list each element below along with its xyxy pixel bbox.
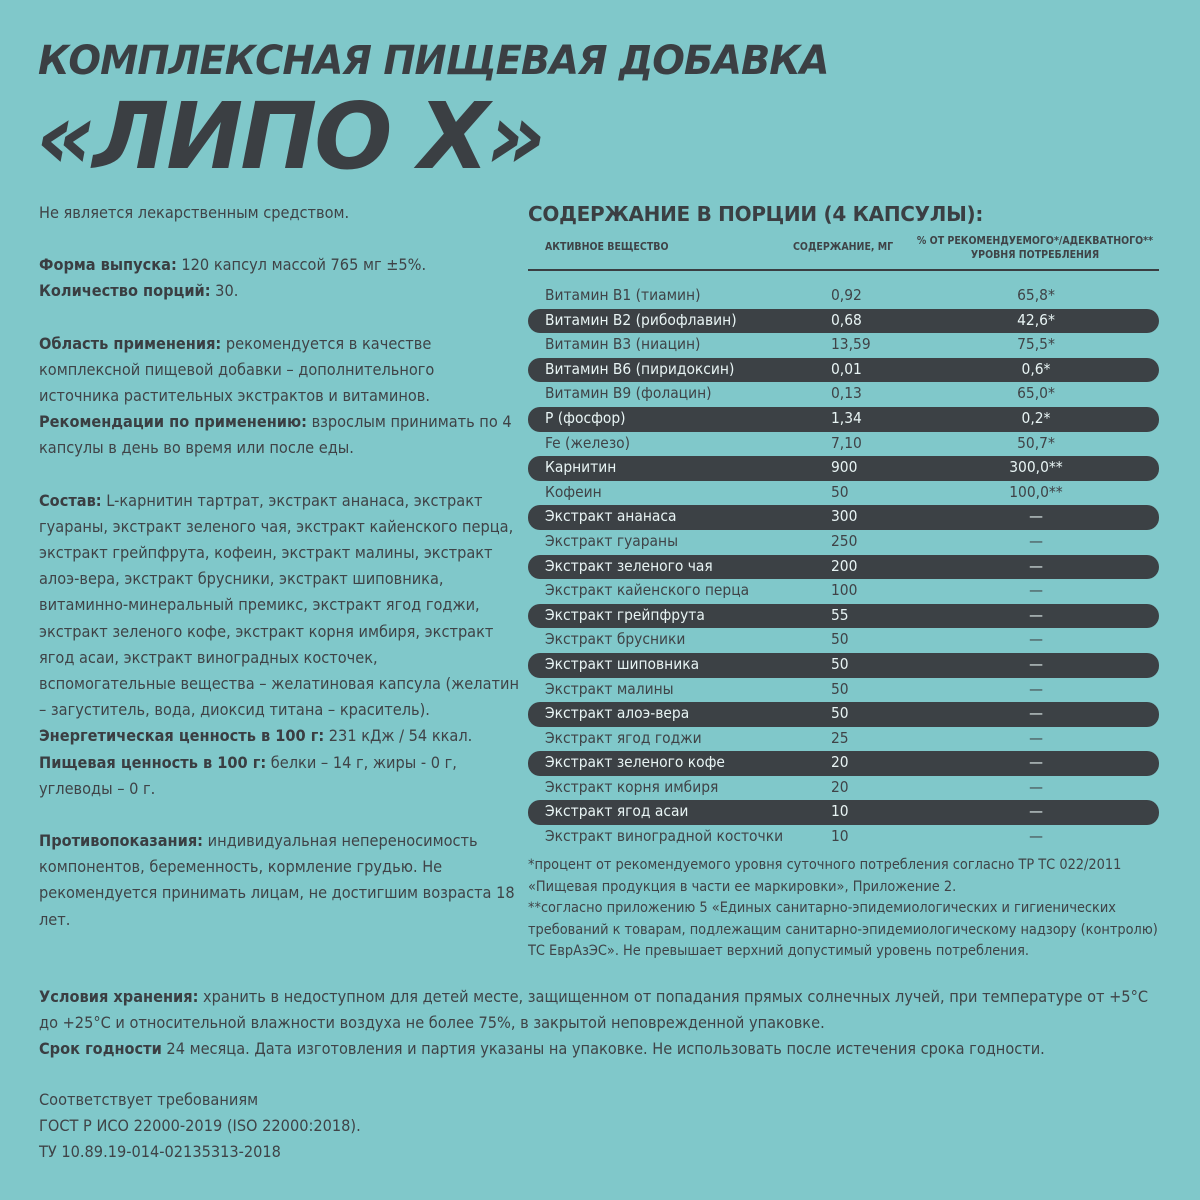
product-name-title: «ЛИПО Х» xyxy=(36,83,544,190)
portions-count xyxy=(39,278,519,304)
substance-name: P (фосфор) xyxy=(545,408,626,427)
footnote-double-star: **согласно приложению 5 «Единых санитарно-эпидемиологических и гигиенических требований к товарам, подлежащим санитарно-эпидемиологическому надзору (контролю) ТС ЕврАзЭС». Не превышает верхний допустимый уровень потребления. xyxy=(528,900,1158,959)
compliance-line-3: ТУ 10.89.19-014-02135313-2018 xyxy=(39,1142,281,1162)
substance-name: Экстракт алоэ-вера xyxy=(545,704,690,723)
substance-percent: 0,6* xyxy=(1021,359,1051,378)
shelf-life-value: 24 месяца. Дата изготовления и партия указаны на упаковке. Не использовать после истечения срока годности. xyxy=(161,1039,1045,1059)
compliance-line-2: ГОСТ Р ИСО 22000-2019 (ISO 22000:2018). xyxy=(39,1116,361,1136)
table-row xyxy=(528,309,1159,334)
contraindications-value: индивидуальная непереносимость компонентов, беременность, кормление грудью. Не рекомендуется принимать лицам, не достигшим возраста 18 лет. xyxy=(39,831,515,929)
column-header-amount: СОДЕРЖАНИЕ, МГ xyxy=(793,241,894,253)
substance-percent: — xyxy=(1029,827,1043,846)
storage-label: Условия хранения: xyxy=(39,987,199,1006)
substance-amount: 55 xyxy=(831,605,849,624)
compliance-line-1: Соответствует требованиям xyxy=(39,1090,259,1109)
table-row xyxy=(528,702,1159,727)
composition xyxy=(39,488,519,724)
substance-amount: 300 xyxy=(831,507,858,526)
substance-percent: — xyxy=(1029,728,1043,747)
substance-percent: — xyxy=(1029,753,1043,772)
table-row xyxy=(528,628,1159,653)
table-row xyxy=(528,432,1159,457)
release-form-value: 120 капсул массой 765 мг ±5%. xyxy=(176,255,427,275)
recommendations xyxy=(39,409,519,461)
substance-name: Экстракт гуараны xyxy=(545,531,679,550)
table-row xyxy=(528,800,1159,825)
substance-name: Экстракт брусники xyxy=(545,630,686,649)
substance-amount: 50 xyxy=(831,630,849,649)
table-footnotes xyxy=(528,855,1168,963)
substance-name: Витамин В6 (пиридоксин) xyxy=(545,359,735,378)
nutrition-value-text: белки – 14 г, жиры - 0 г, углеводы – 0 г. xyxy=(39,752,457,798)
substance-percent: — xyxy=(1029,581,1043,600)
substance-amount: 100 xyxy=(831,581,858,600)
composition-label: Состав: xyxy=(39,490,102,510)
substance-percent: — xyxy=(1029,556,1043,575)
substance-percent: — xyxy=(1029,704,1043,723)
nutrition-label: Пищевая ценность в 100 г: xyxy=(39,752,267,772)
substance-amount: 10 xyxy=(831,802,849,821)
substance-name: Экстракт зеленого чая xyxy=(545,556,713,575)
contraindications xyxy=(39,828,519,933)
substance-name: Витамин В1 (тиамин) xyxy=(545,286,701,304)
substance-amount: 50 xyxy=(831,654,849,673)
substance-name: Кофеин xyxy=(545,482,602,501)
substance-name: Витамин В3 (ниацин) xyxy=(545,335,701,354)
substance-amount: 50 xyxy=(831,482,849,501)
table-title: СОДЕРЖАНИЕ В ПОРЦИИ (4 КАПСУЛЫ): xyxy=(528,202,984,226)
table-row xyxy=(528,751,1159,776)
substance-amount: 0,68 xyxy=(831,310,862,329)
substance-percent: 42,6* xyxy=(1017,310,1055,329)
column-header-substance: АКТИВНОЕ ВЕЩЕСТВО xyxy=(545,241,669,253)
product-info xyxy=(39,200,519,933)
nutrient-table xyxy=(528,284,1159,850)
substance-name: Fe (железо) xyxy=(545,433,631,452)
substance-name: Экстракт виноградной косточки xyxy=(545,827,784,846)
substance-percent: — xyxy=(1029,802,1043,821)
table-row xyxy=(528,678,1159,703)
substance-amount: 20 xyxy=(831,777,849,796)
substance-percent: 50,7* xyxy=(1017,433,1055,452)
substance-percent: — xyxy=(1029,679,1043,698)
table-header-divider xyxy=(528,269,1159,271)
substance-name: Карнитин xyxy=(545,458,617,477)
table-row xyxy=(528,407,1159,432)
table-row xyxy=(528,481,1159,506)
substance-percent: 75,5* xyxy=(1017,335,1055,354)
composition-value: L-карнитин тартрат, экстракт ананаса, экстракт гуараны, экстракт зеленого чая, экстракт кайенского перца, экстракт грейпфрута, кофеин, экстракт малины, экстракт алоэ-вера, экстракт брусники, экстракт шиповника, витаминно-минеральный премикс, экстракт ягод годжи, экстракт зеленого кофе, экстракт корня имбиря, экстракт ягод асаи, экстракт виноградных косточек, вспомогательные вещества – желатиновая капсула (желатин – загуститель, вода, диоксид титана – краситель). xyxy=(39,490,519,720)
substance-percent: — xyxy=(1029,777,1043,796)
substance-percent: 0,2* xyxy=(1021,408,1051,427)
substance-name: Экстракт корня имбиря xyxy=(545,777,719,796)
usage-area-label: Область применения: xyxy=(39,333,222,353)
table-row xyxy=(528,358,1159,383)
substance-amount: 13,59 xyxy=(831,335,871,354)
storage-info xyxy=(39,984,1169,1063)
substance-name: Экстракт грейпфрута xyxy=(545,605,705,624)
recommendations-label: Рекомендации по применению: xyxy=(39,412,307,432)
energy-label: Энергетическая ценность в 100 г: xyxy=(39,726,325,746)
substance-amount: 25 xyxy=(831,728,849,747)
product-category-title: КОМПЛЕКСНАЯ ПИЩЕВАЯ ДОБАВКА xyxy=(38,38,829,84)
substance-amount: 0,92 xyxy=(831,286,862,304)
footnote-single-star: *процент от рекомендуемого уровня суточного потребления согласно ТР ТС 022/2011 «Пищевая продукция в части ее маркировки», Приложение 2. xyxy=(528,857,1122,895)
substance-amount: 20 xyxy=(831,753,849,772)
shelf-life xyxy=(39,1036,1169,1062)
storage-conditions xyxy=(39,984,1169,1036)
substance-name: Экстракт кайенского перца xyxy=(545,581,750,600)
table-row xyxy=(528,727,1159,752)
substance-amount: 0,13 xyxy=(831,384,862,403)
usage-area-value: рекомендуется в качестве комплексной пищевой добавки – дополнительного источника растительных экстрактов и витаминов. xyxy=(39,333,435,406)
substance-name: Экстракт зеленого кофе xyxy=(545,753,725,772)
substance-percent: 300,0** xyxy=(1009,458,1063,477)
table-row xyxy=(528,456,1159,481)
substance-amount: 900 xyxy=(831,458,858,477)
substance-amount: 50 xyxy=(831,679,849,698)
table-row xyxy=(528,825,1159,850)
release-form-label: Форма выпуска: xyxy=(39,255,177,275)
energy-value-text: 231 кДж / 54 ккал. xyxy=(324,726,473,746)
substance-name: Экстракт шиповника xyxy=(545,654,700,673)
substance-name: Экстракт ягод асаи xyxy=(545,802,689,821)
substance-percent: — xyxy=(1029,507,1043,526)
substance-name: Экстракт ананаса xyxy=(545,507,677,526)
nutrition-value xyxy=(39,750,519,802)
substance-percent: 65,0* xyxy=(1017,384,1055,403)
substance-amount: 250 xyxy=(831,531,858,550)
substance-name: Экстракт ягод годжи xyxy=(545,728,702,747)
column-header-percent: % ОТ РЕКОМЕНДУЕМОГО*/АДЕКВАТНОГО** УРОВНЯ ПОТРЕБЛЕНИЯ xyxy=(916,235,1154,261)
table-row xyxy=(528,382,1159,407)
substance-percent: — xyxy=(1029,531,1043,550)
substance-name: Экстракт малины xyxy=(545,679,674,698)
table-row xyxy=(528,530,1159,555)
substance-name: Витамин В2 (рибофлавин) xyxy=(545,310,737,329)
release-form xyxy=(39,252,519,278)
portions-label: Количество порций: xyxy=(39,281,211,301)
table-row xyxy=(528,333,1159,358)
portions-value: 30. xyxy=(210,281,239,301)
table-row xyxy=(528,555,1159,580)
substance-amount: 7,10 xyxy=(831,433,862,452)
storage-value: хранить в недоступном для детей месте, защищенном от попадания прямых солнечных лучей, при температуре от +5°C до +25°C и относительной влажности воздуха не более 75%, в закрытой неповрежденной упаковке. xyxy=(39,987,1149,1033)
compliance-info xyxy=(39,1087,361,1166)
substance-percent: — xyxy=(1029,605,1043,624)
substance-percent: — xyxy=(1029,654,1043,673)
table-row xyxy=(528,284,1159,309)
table-row xyxy=(528,604,1159,629)
shelf-life-label: Срок годности xyxy=(39,1039,162,1059)
table-row xyxy=(528,505,1159,530)
substance-percent: 100,0** xyxy=(1009,482,1063,501)
substance-amount: 50 xyxy=(831,704,849,723)
substance-amount: 1,34 xyxy=(831,408,862,427)
substance-percent: 65,8* xyxy=(1017,286,1055,304)
usage-area xyxy=(39,331,519,410)
substance-amount: 0,01 xyxy=(831,359,862,378)
energy-value xyxy=(39,723,519,749)
recommendations-value: взрослым принимать по 4 капсулы в день во время или после еды. xyxy=(39,412,512,458)
substance-amount: 10 xyxy=(831,827,849,846)
disclaimer-text: Не является лекарственным средством. xyxy=(39,203,350,222)
substance-name: Витамин В9 (фолацин) xyxy=(545,384,712,403)
substance-amount: 200 xyxy=(831,556,858,575)
table-row xyxy=(528,579,1159,604)
substance-percent: — xyxy=(1029,630,1043,649)
table-row xyxy=(528,653,1159,678)
contraindications-label: Противопоказания: xyxy=(39,831,204,851)
table-row xyxy=(528,776,1159,801)
